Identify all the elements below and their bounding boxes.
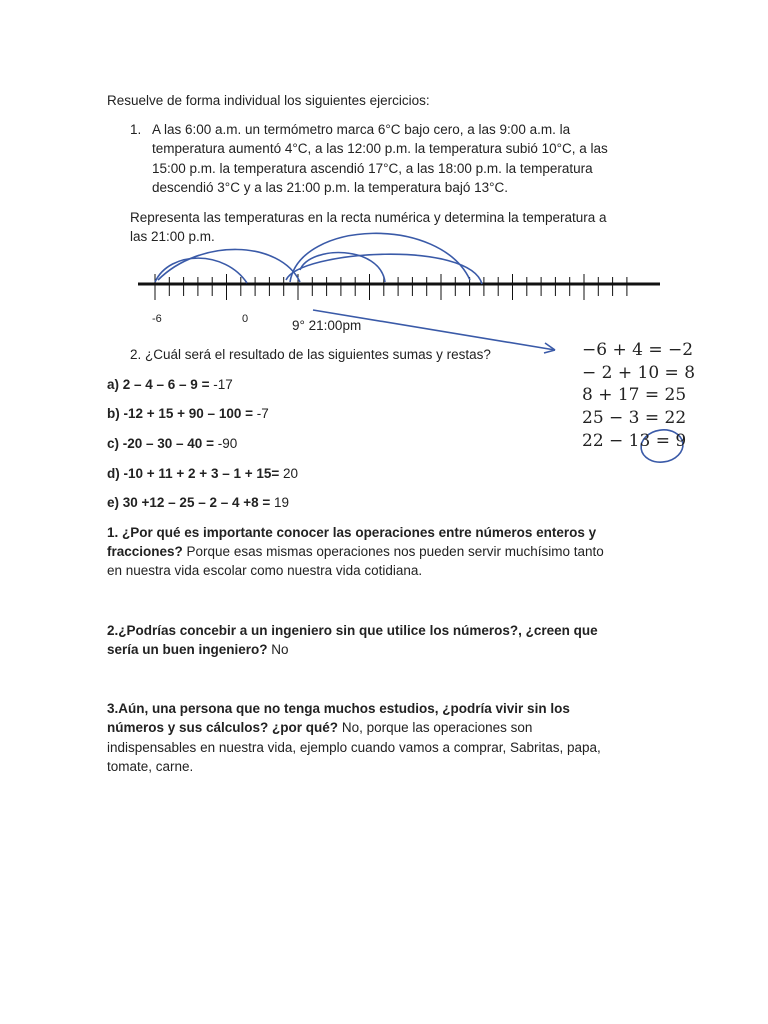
intro-text: Resuelve de forma individual los siguientes ejercicios: xyxy=(107,93,430,108)
math-step-4: 25 − 3 = 22 xyxy=(582,408,687,428)
item-d-answer: 20 xyxy=(283,466,299,481)
exercise1-line-2: temperatura aumentó 4°C, a las 12:00 p.m. la temperatura subió 10°C, a las xyxy=(152,141,608,156)
exercise2-item-b xyxy=(107,404,269,424)
question1-line-1: 1. ¿Por qué es importante conocer las operaciones entre números enteros y xyxy=(107,525,597,540)
question1-answer-start: Porque esas mismas operaciones nos pueden servir muchísimo tanto xyxy=(182,544,604,559)
exercise2-item-c xyxy=(107,434,237,454)
exercise2-item-a xyxy=(107,375,233,395)
math-step-5: 22 − 13 = 9 xyxy=(582,431,687,451)
exercise2-item-e xyxy=(107,493,289,513)
question3-line-2 xyxy=(107,718,532,738)
question1-answer-rest: en nuestra vida escolar como nuestra vida cotidiana. xyxy=(107,563,423,578)
exercise1-line-3: 15:00 p.m. la temperatura ascendió 17°C, a las 18:00 p.m. la temperatura xyxy=(152,161,593,176)
math-step-1: −6 + 4 = −2 xyxy=(582,340,694,360)
item-c-expression: c) -20 – 30 – 40 = xyxy=(107,436,218,451)
exercise1-number: 1. xyxy=(130,122,142,137)
question2-answer: No xyxy=(267,642,289,657)
item-b-expression: b) -12 + 15 + 90 – 100 = xyxy=(107,406,257,421)
question1-bold-end: fracciones? xyxy=(107,544,183,559)
item-a-expression: a) 2 – 4 – 6 – 9 = xyxy=(107,377,214,392)
item-e-expression: e) 30 +12 – 25 – 2 – 4 +8 = xyxy=(107,495,275,510)
jump-arc-plus17 xyxy=(290,233,470,282)
question2-line-1: 2.¿Podrías concebir a un ingeniero sin que utilice los números?, ¿creen que xyxy=(107,623,598,638)
exercise2-item-d xyxy=(107,464,298,484)
question3-line-1: 3.Aún, una persona que no tenga muchos estudios, ¿podría vivir sin los xyxy=(107,701,570,716)
exercise1-instruction-1: Representa las temperaturas en la recta numérica y determina la temperatura a xyxy=(130,210,607,225)
exercise1-instruction-2: las 21:00 p.m. xyxy=(130,229,215,244)
item-b-answer: -7 xyxy=(256,406,269,421)
math-step-2: − 2 + 10 = 8 xyxy=(582,363,696,383)
question2-bold-end: sería un buen ingeniero? xyxy=(107,642,268,657)
math-step-3: 8 + 17 = 25 xyxy=(582,385,687,405)
item-c-answer: -90 xyxy=(217,436,238,451)
question1-line-2 xyxy=(107,542,604,562)
number-line-ticks xyxy=(155,274,627,300)
exercise1-line-1: A las 6:00 a.m. un termómetro marca 6°C bajo cero, a las 9:00 a.m. la xyxy=(152,122,571,137)
exercise2-question: 2. ¿Cuál será el resultado de las siguientes sumas y restas? xyxy=(130,347,491,362)
label-minus-6: -6 xyxy=(152,313,162,325)
label-zero: 0 xyxy=(242,313,249,325)
question3-answer-start: No, porque las operaciones son xyxy=(338,720,533,735)
question3-answer-rest-2: tomate, carne. xyxy=(107,759,194,774)
question2-line-2 xyxy=(107,640,289,660)
question3-bold-end: números y sus cálculos? ¿por qué? xyxy=(107,720,339,735)
item-a-answer: -17 xyxy=(213,377,233,392)
result-note: 9° 21:00pm xyxy=(292,318,362,333)
exercise1-line-4: descendió 3°C y a las 21:00 p.m. la temperatura bajó 13°C. xyxy=(152,180,508,195)
jump-arcs xyxy=(155,233,482,284)
item-d-expression: d) -10 + 11 + 2 + 3 – 1 + 15= xyxy=(107,466,284,481)
item-e-answer: 19 xyxy=(274,495,290,510)
question3-answer-rest-1: indispensables en nuestra vida, ejemplo cuando vamos a comprar, Sabritas, papa, xyxy=(107,740,601,755)
